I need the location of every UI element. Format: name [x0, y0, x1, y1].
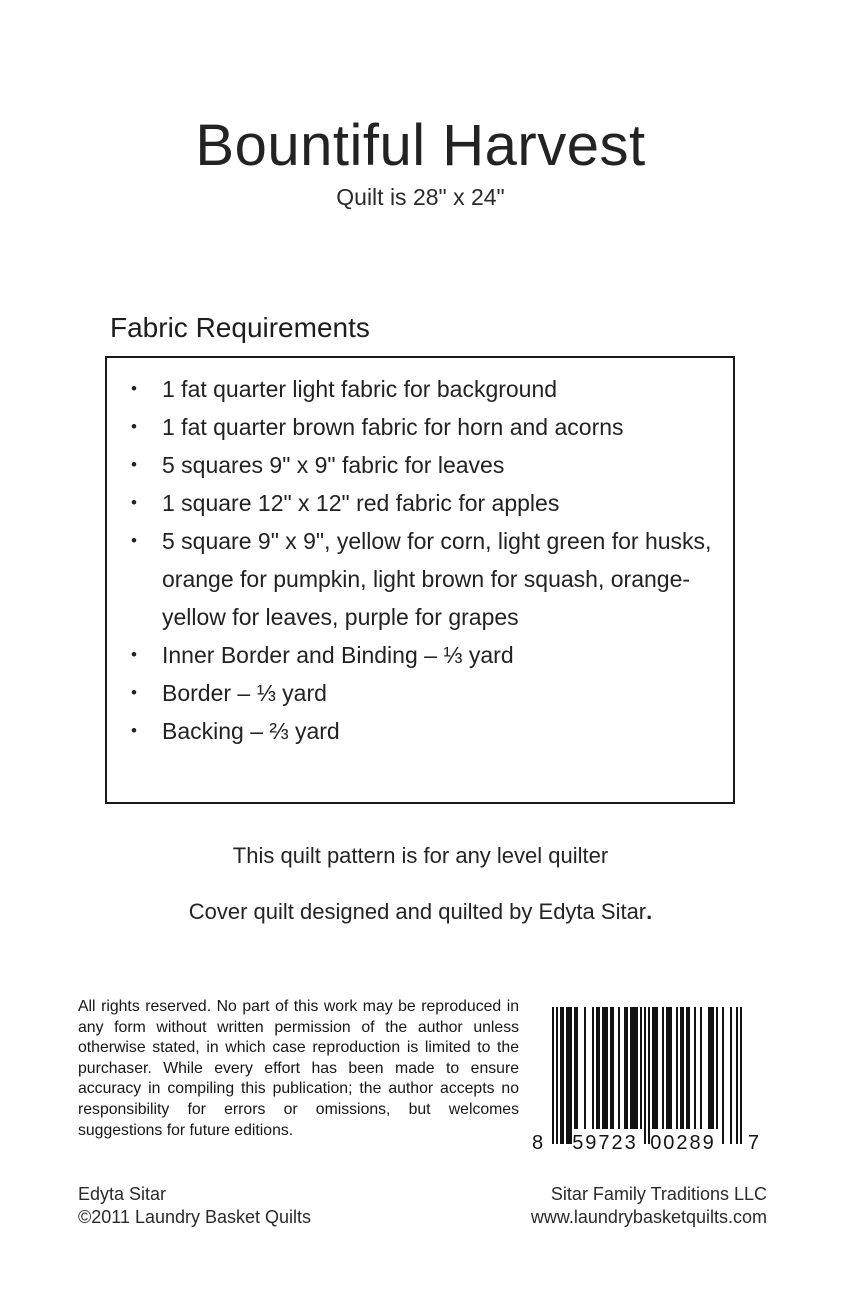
bullet-icon: •	[131, 683, 137, 702]
fabric-item-text: Inner Border and Binding – ⅓ yard	[162, 642, 514, 668]
footer-copyright: ©2011 Laundry Basket Quilts	[78, 1207, 312, 1227]
barcode-digit-left: 8	[532, 1132, 544, 1154]
bullet-icon: •	[131, 417, 137, 436]
fabric-item-text: Border – ⅓ yard	[162, 680, 327, 706]
bullet-icon: •	[131, 645, 137, 664]
bullet-icon: •	[131, 455, 137, 474]
barcode	[532, 1007, 759, 1157]
fabric-requirements-list	[107, 358, 733, 750]
fabric-item-text: 1 fat quarter brown fabric for horn and acorns	[162, 414, 624, 440]
barcode-digits-group1: 59723	[572, 1132, 638, 1154]
barcode-digits-group2: 00289	[650, 1132, 716, 1154]
fabric-item-text: 1 square 12" x 12" red fabric for apples	[162, 490, 560, 516]
note-cover-period: .	[646, 899, 653, 924]
footer-company: Sitar Family Traditions LLC	[550, 1184, 767, 1204]
fabric-requirements-box	[105, 356, 735, 804]
fabric-item	[107, 636, 727, 674]
legal-text: All rights reserved. No part of this work may be reproduced in any form without written permission of the author unless otherwise stated, in which case reproduction is limited to the purchaser. While every effort has been made to ensure accuracy in compiling this publication; the author accepts no responsibility for errors or omissions, but welcomes suggestions for future editions.	[78, 998, 519, 1139]
fabric-requirements-heading: Fabric Requirements	[110, 312, 370, 343]
fabric-item-text: 5 square 9" x 9", yellow for corn, light green for husks, orange for pumpkin, light brown for squash, orange-yellow for leaves, purple for grapes	[162, 528, 712, 630]
fabric-item	[107, 408, 727, 446]
page-title: Bountiful Harvest	[195, 113, 646, 178]
note-skill-level: This quilt pattern is for any level quilter	[232, 843, 609, 868]
bullet-icon: •	[131, 493, 137, 512]
footer-website: www.laundrybasketquilts.com	[530, 1207, 767, 1227]
footer-left	[78, 1183, 311, 1229]
barcode-bars	[552, 1007, 742, 1147]
barcode-digit-right: 7	[747, 1132, 759, 1154]
fabric-item	[107, 674, 727, 712]
fabric-item	[107, 712, 727, 750]
bullet-icon: •	[131, 721, 137, 740]
fabric-item	[107, 446, 727, 484]
page-subtitle: Quilt is 28" x 24"	[336, 184, 505, 210]
fabric-item	[107, 522, 727, 636]
bullet-icon: •	[131, 531, 137, 550]
fabric-item-text: 5 squares 9" x 9" fabric for leaves	[162, 452, 505, 478]
fabric-item-text: Backing – ⅔ yard	[162, 718, 340, 744]
footer-right	[531, 1183, 767, 1229]
note-cover-credit	[0, 899, 841, 925]
fabric-item	[107, 484, 727, 522]
fabric-item	[107, 370, 727, 408]
bullet-icon: •	[131, 379, 137, 398]
note-cover-text: Cover quilt designed and quilted by Edyta Sitar	[188, 899, 647, 924]
footer-author: Edyta Sitar	[78, 1184, 167, 1204]
fabric-item-text: 1 fat quarter light fabric for background	[162, 376, 558, 402]
